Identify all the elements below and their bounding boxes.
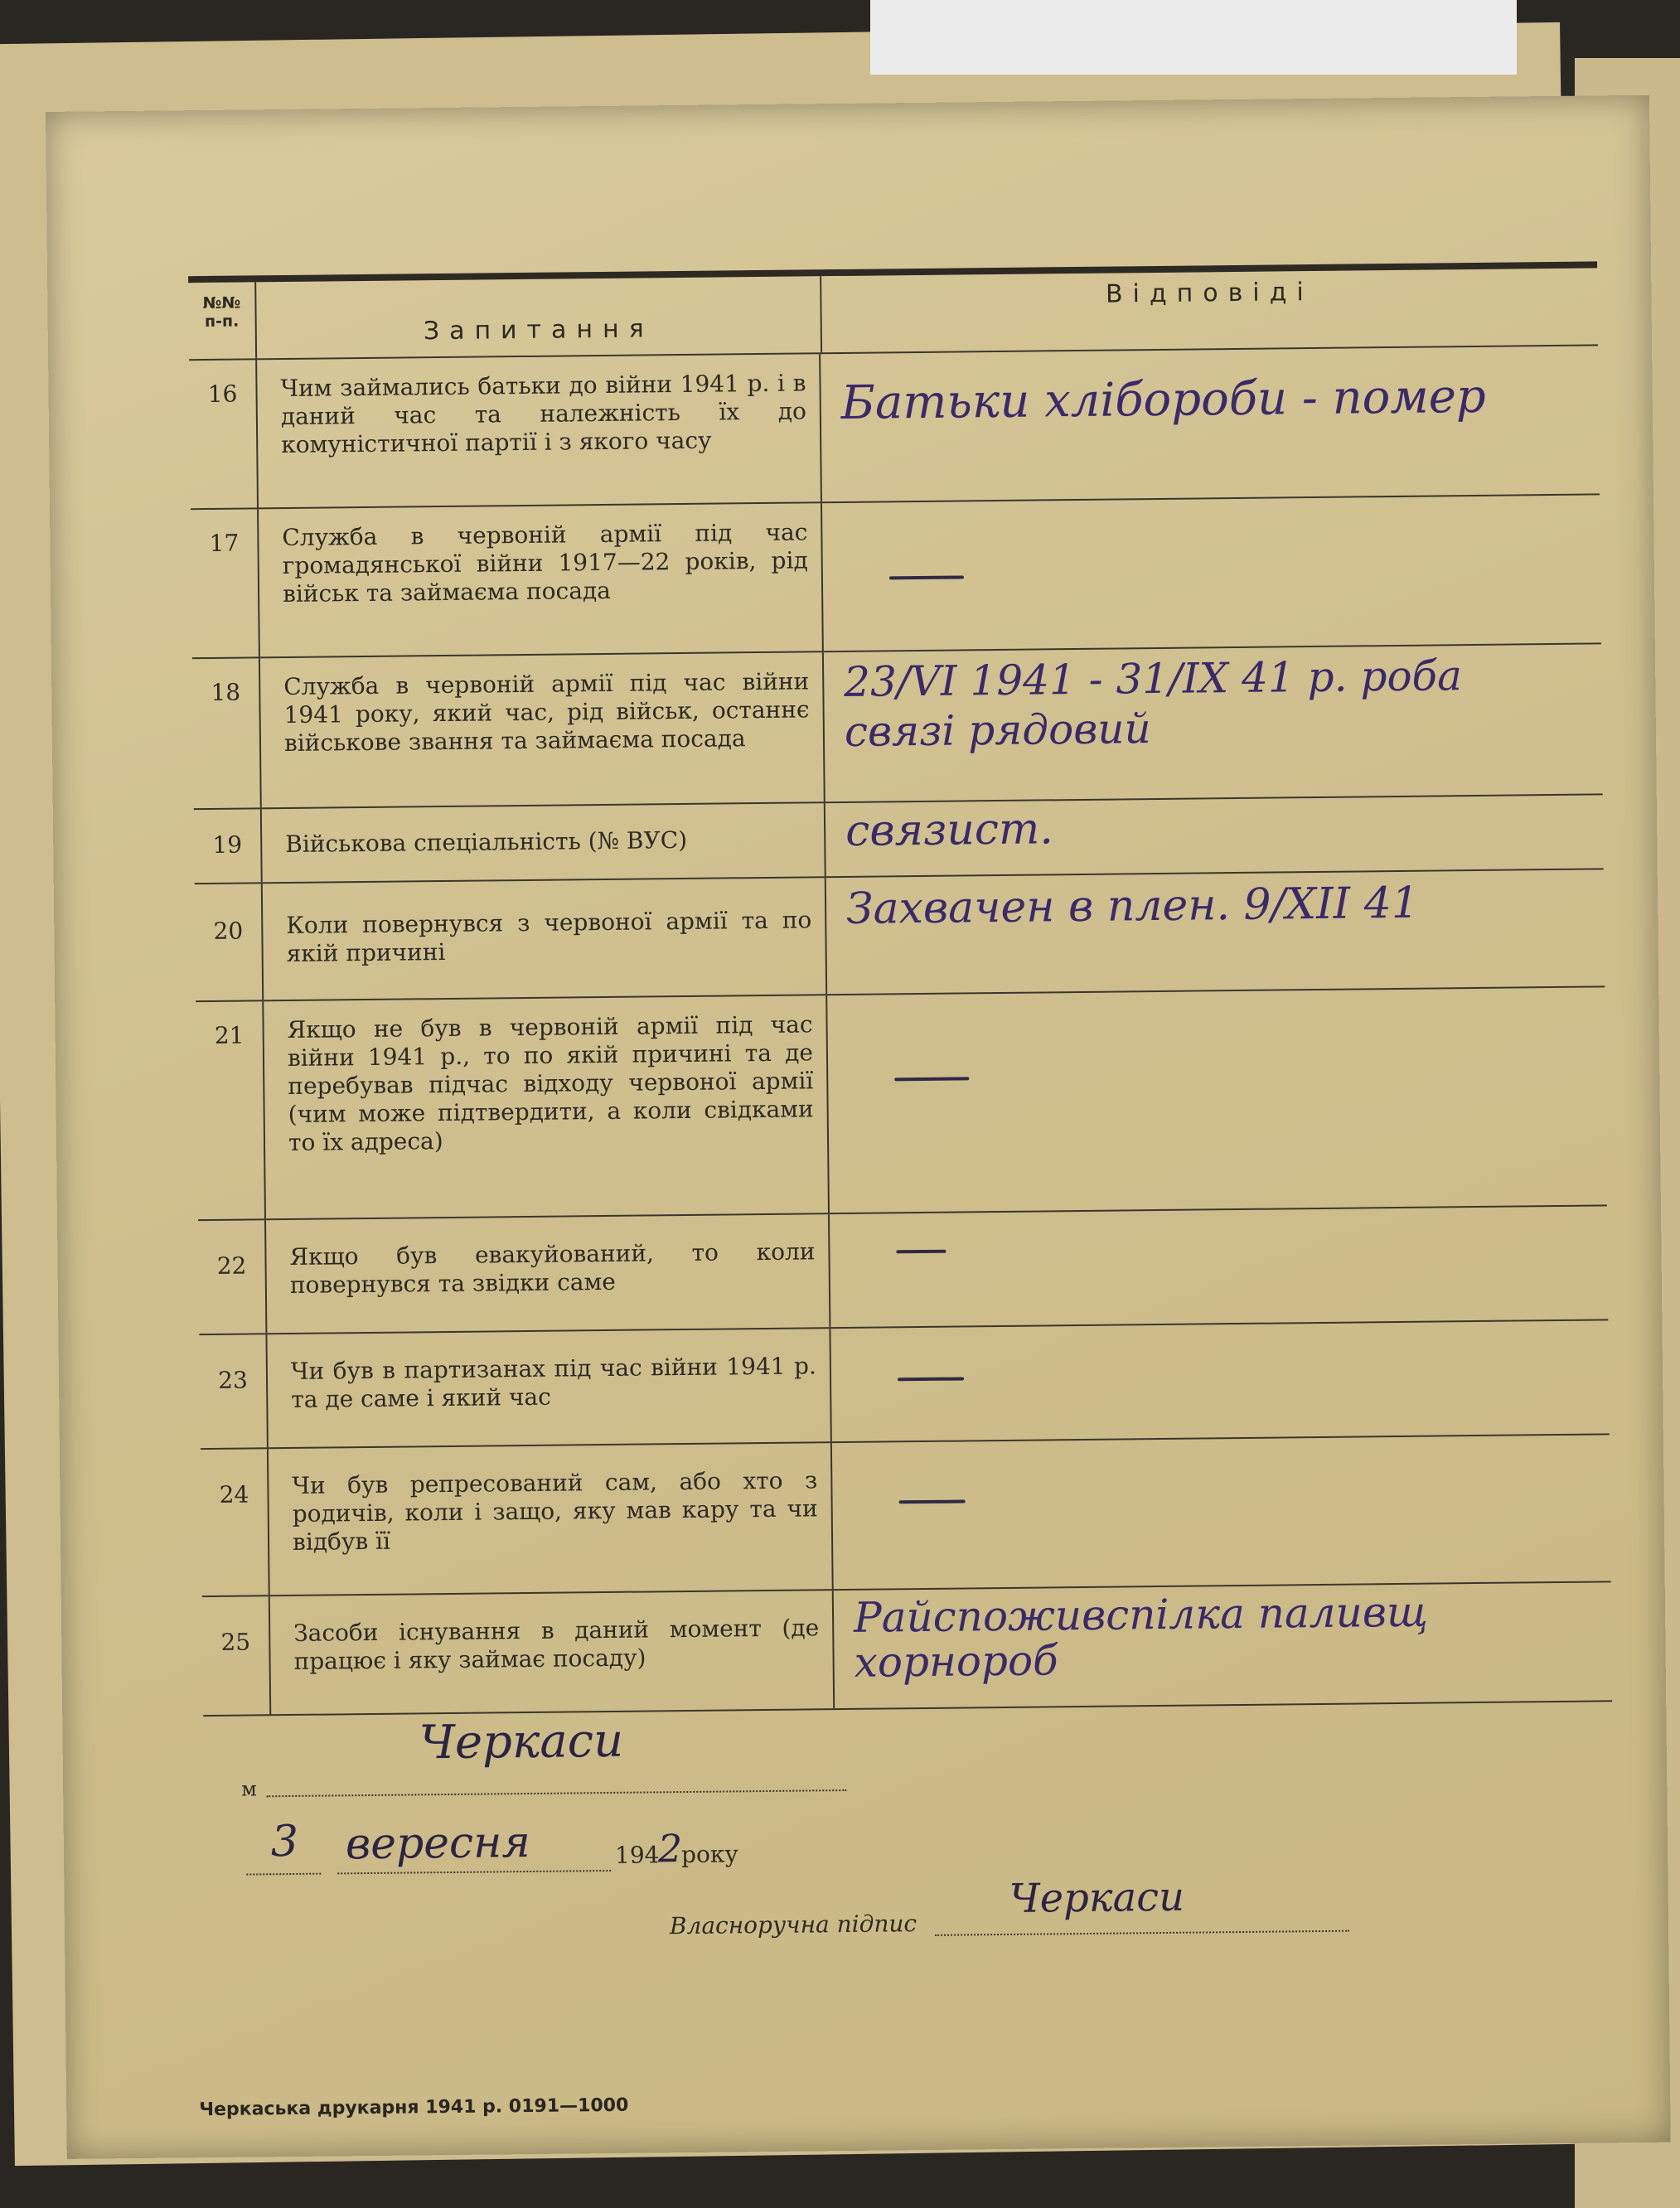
row-answer-cell (830, 1206, 1608, 1327)
questionnaire-sheet (46, 95, 1671, 2159)
row-answer (896, 1250, 946, 1254)
row-num: 17 (191, 509, 260, 657)
table-row (198, 1206, 1608, 1335)
signature-label: Власноручна підпис (669, 1910, 917, 1940)
row-answer: Райспоживспілка паливщ хорнороб (853, 1587, 1429, 1687)
row-answer: связист. (845, 804, 1054, 856)
table-row (194, 795, 1604, 884)
row-question: Чи був репресований сам, або хто з родичів, коли і защо, яку мав кару та чи відбув її (269, 1443, 834, 1595)
date-year-suffix: року (680, 1840, 738, 1869)
row-num: 19 (194, 809, 263, 883)
row-question: Служба в червоній армії під час громадянської війни 1917—22 років, рід військ та займаєма посада (259, 503, 824, 656)
place-label: м (241, 1777, 258, 1801)
row-question: Якщо не був в червоній армії під час війни 1941 р., то по якій причині та де перебував підчас відходу червоної армії (чим може підтвердити, а коли свідками то їх адреса) (264, 995, 830, 1218)
table-row (196, 987, 1607, 1221)
header-answers: Відповіді (1105, 277, 1314, 309)
row-num: 20 (195, 884, 264, 1000)
row-answer (899, 1499, 966, 1503)
table-row (189, 346, 1600, 510)
date-year-print: 194 (614, 1841, 660, 1869)
row-answer-cell (821, 346, 1600, 501)
row-answer-cell (830, 1320, 1609, 1441)
table-row (191, 495, 1601, 659)
date-day-line (246, 1873, 321, 1876)
row-num: 16 (189, 360, 259, 508)
table-row (202, 1582, 1612, 1717)
row-answer-cell (824, 644, 1603, 801)
questionnaire-table (188, 261, 1612, 1717)
header-questions: Запитання (256, 276, 822, 358)
row-answer: 23/VI 1941 - 31/IX 41 р. роба связі рядовий (843, 651, 1463, 756)
header-num: №№ п-п. (188, 282, 257, 359)
table-row (199, 1320, 1609, 1450)
row-question: Служба в червоній армії під час війни 1941 року, який час, рід військ, останнє військове звання та займаєма посада (260, 652, 825, 807)
row-answer: Батьки хлібороби - помер (840, 369, 1487, 430)
row-answer (898, 1377, 964, 1381)
date-year-hand: 2 (657, 1826, 683, 1871)
row-answer-cell (827, 987, 1607, 1213)
row-answer-cell (822, 495, 1601, 651)
row-answer (894, 1077, 969, 1081)
date-month: вересня (345, 1817, 531, 1870)
white-sheet-edge (870, 0, 1517, 75)
table-row (201, 1435, 1611, 1597)
place-handwritten: Черкаси (419, 1713, 624, 1770)
row-answer-cell (832, 1435, 1611, 1589)
row-answer-cell (826, 869, 1605, 994)
place-line (266, 1789, 846, 1797)
row-num: 24 (201, 1449, 270, 1595)
row-answer-cell (834, 1582, 1612, 1708)
table-header (188, 268, 1598, 361)
date-month-line (337, 1870, 611, 1874)
row-question: Якщо був евакуйований, то коли повернувся та звідки саме (266, 1214, 830, 1333)
row-num: 25 (202, 1596, 271, 1715)
row-question: Військова спеціальність (№ ВУС) (262, 803, 826, 882)
row-question: Коли повернувся з червоної армії та по якій причині (263, 878, 827, 1000)
row-num: 21 (196, 1001, 266, 1219)
row-answer (889, 575, 964, 579)
date-day: 3 (270, 1816, 299, 1867)
row-answer: Захвачен в плен. 9/XII 41 (845, 878, 1420, 934)
signature-line (935, 1930, 1349, 1936)
row-question: Чи був в партизанах під час війни 1941 р. та де саме і який час (267, 1329, 831, 1447)
signature-handwritten: Черкаси (1009, 1873, 1185, 1922)
table-row (192, 644, 1603, 810)
row-num: 18 (192, 658, 262, 808)
printer-imprint: Черкаська друкарня 1941 р. 0191—1000 (199, 2094, 629, 2121)
row-answer-cell (825, 795, 1604, 876)
row-num: 23 (199, 1334, 268, 1448)
row-num: 22 (198, 1220, 267, 1334)
row-question: Засоби існування в даний момент (де працює і яку займає посаду) (270, 1591, 835, 1714)
row-question: Чим займались батьки до війни 1941 р. і в даний час та належність їх до комуністичної партії і з якого часу (257, 354, 822, 507)
table-row (195, 869, 1605, 1002)
